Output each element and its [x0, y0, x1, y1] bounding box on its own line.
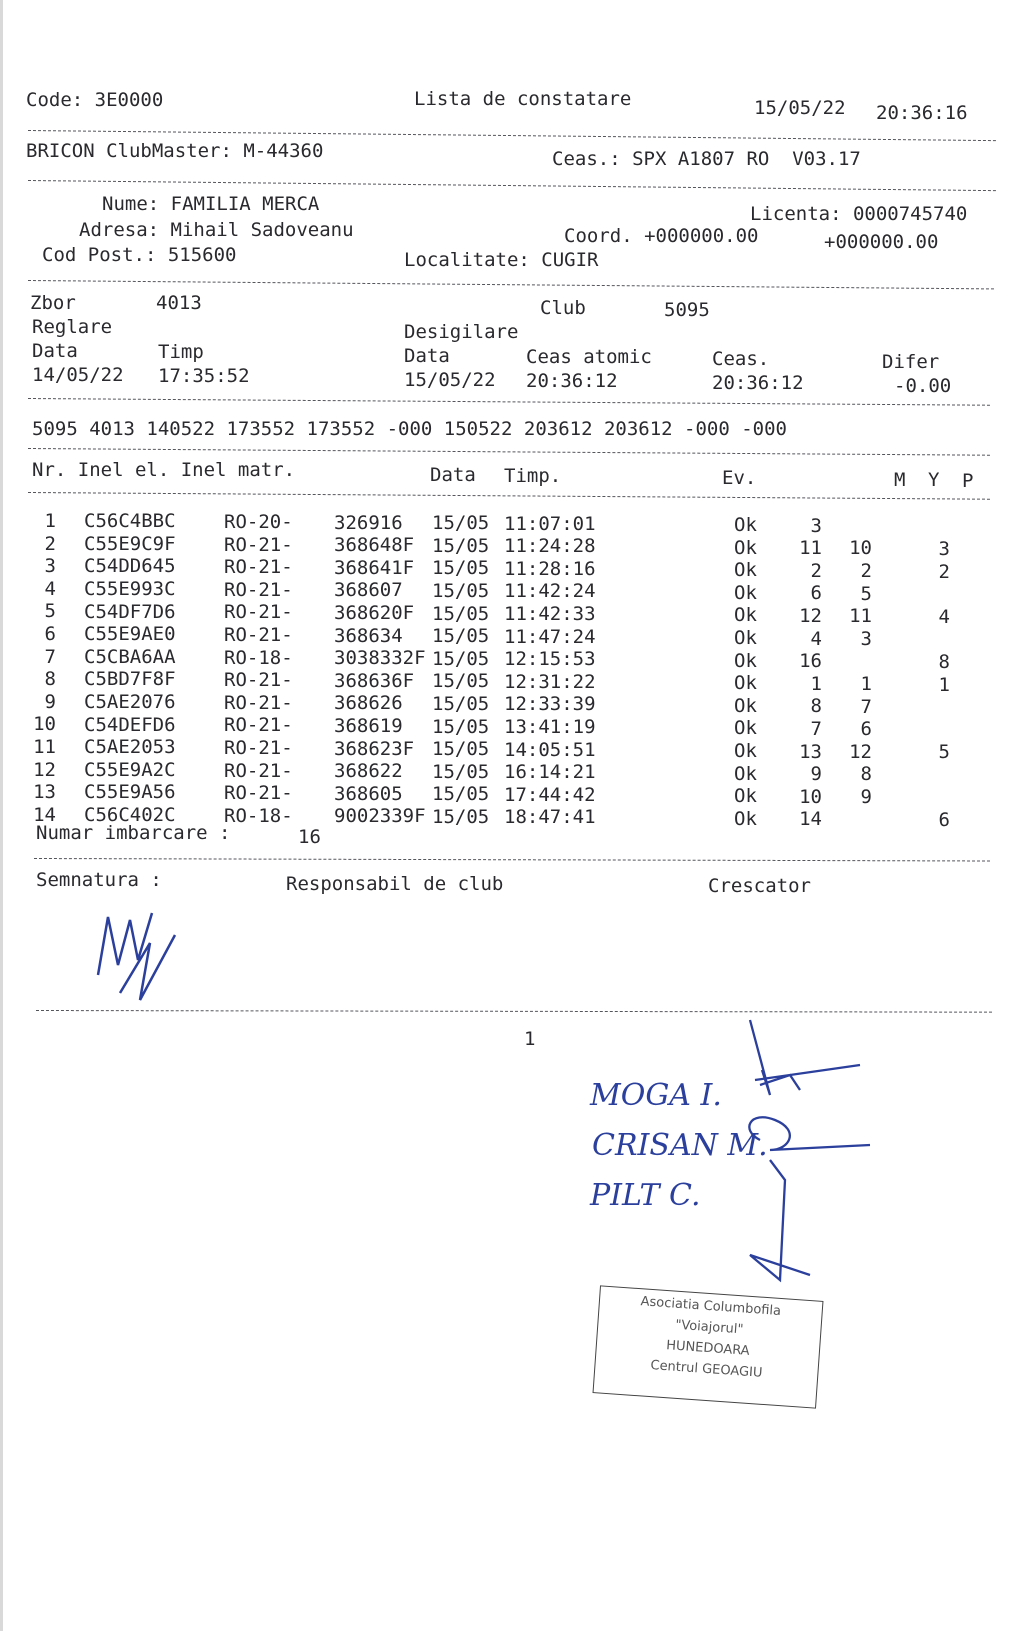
- cell-p: 8: [938, 650, 950, 673]
- cell-ev: Ok: [734, 604, 757, 627]
- coordinate-2: +000000.00: [824, 231, 939, 253]
- clock-label: Ceas.: SPX A1807 RO V03.17: [552, 148, 861, 170]
- divider: [28, 180, 996, 191]
- desigilare-label: Desigilare: [404, 321, 519, 343]
- cell-m: 2: [810, 559, 822, 582]
- cell-matr: 368641F: [334, 556, 415, 579]
- cell-ev: Ok: [734, 694, 757, 717]
- cell-inel: C56C402C: [84, 803, 176, 826]
- cell-data: 15/05: [432, 557, 490, 580]
- difference-value: -0.00: [894, 375, 952, 397]
- cell-matr: 368622: [334, 760, 403, 783]
- cell-timp: 11:47:24: [504, 625, 596, 648]
- desig-data-label: Data: [404, 345, 450, 367]
- clubmaster-label: BRICON ClubMaster: M-44360: [26, 140, 324, 162]
- stamp-line-4: Centrul GEOAGIU: [649, 1358, 763, 1381]
- table-header-time: Timp.: [504, 465, 562, 487]
- difference-label: Difer: [882, 351, 940, 373]
- cell-ev: Ok: [734, 807, 757, 830]
- cell-inel: C56C4BBC: [84, 510, 176, 533]
- cell-prefix: RO-21-: [224, 737, 293, 759]
- cell-p: 2: [938, 560, 950, 583]
- cell-prefix: RO-21-: [224, 578, 293, 601]
- atomic-clock-label: Ceas atomic: [526, 346, 652, 368]
- cell-matr: 368634: [334, 624, 403, 647]
- flight-label: Zbor: [30, 292, 76, 314]
- cell-y: 11: [849, 605, 872, 628]
- cell-y: 2: [860, 560, 872, 583]
- cell-ev: Ok: [734, 672, 757, 695]
- cell-ev: Ok: [734, 717, 757, 740]
- cell-inel: C5BD7F8F: [84, 668, 176, 691]
- cell-ev: Ok: [734, 649, 757, 672]
- reglare-label: Reglare: [32, 316, 113, 338]
- cell-ev: Ok: [734, 536, 757, 559]
- reglare-date: 14/05/22: [32, 364, 124, 386]
- cell-p: 4: [938, 605, 950, 628]
- cell-ev: Ok: [734, 514, 757, 537]
- divider: [34, 858, 990, 862]
- print-date: 15/05/22: [754, 97, 846, 119]
- cell-inel: C55E9A2C: [84, 758, 176, 781]
- cell-matr: 368626: [334, 692, 403, 715]
- page-edge-left: [0, 0, 3, 1631]
- cell-prefix: RO-21-: [224, 533, 293, 556]
- cell-prefix: RO-21-: [224, 669, 293, 692]
- cell-y: 3: [860, 627, 872, 650]
- cell-data: 15/05: [432, 783, 490, 806]
- cell-matr: 326916: [334, 511, 403, 534]
- coordinate-1: Coord. +000000.00: [564, 225, 759, 247]
- cell-nr: 8: [44, 668, 56, 691]
- cell-nr: 9: [44, 690, 56, 713]
- cell-data: 15/05: [432, 760, 490, 783]
- cell-prefix: RO-18-: [224, 804, 293, 827]
- cell-prefix: RO-21-: [224, 624, 293, 646]
- cell-prefix: RO-21-: [224, 782, 293, 805]
- cell-m: 10: [799, 785, 822, 808]
- cell-prefix: RO-21-: [224, 601, 293, 624]
- cell-data: 15/05: [432, 512, 490, 535]
- divider: [28, 398, 990, 406]
- cell-inel: C55E9AE0: [84, 623, 176, 646]
- cell-m: 11: [799, 537, 822, 560]
- cell-timp: 12:33:39: [504, 693, 596, 716]
- signature-scribble-2: [730, 1010, 910, 1310]
- cell-ev: Ok: [734, 559, 757, 582]
- cell-matr: 368607: [334, 579, 403, 602]
- divider: [28, 492, 990, 500]
- cell-y: 12: [849, 740, 872, 763]
- cell-data: 15/05: [432, 715, 490, 738]
- atomic-clock-value: 20:36:12: [526, 370, 618, 392]
- club-label: Club: [540, 297, 586, 319]
- cell-data: 15/05: [432, 806, 490, 829]
- print-time: 20:36:16: [876, 102, 968, 124]
- cell-timp: 11:42:33: [504, 603, 596, 626]
- cell-data: 15/05: [432, 580, 490, 603]
- cell-m: 13: [799, 740, 822, 763]
- cell-matr: 368619: [334, 715, 403, 738]
- cell-timp: 18:47:41: [504, 806, 596, 829]
- cell-nr: 5: [44, 600, 56, 623]
- stamp-line-3: HUNEDOARA: [665, 1338, 751, 1359]
- desig-date: 15/05/22: [404, 369, 496, 391]
- handwritten-name-2: CRISAN M.: [592, 1128, 768, 1163]
- code-label: Code: 3E0000: [26, 89, 164, 111]
- table-header-ev: Ev.: [722, 467, 757, 489]
- cell-nr: 3: [44, 555, 56, 578]
- stamp-line-1: Asociatia Columbofila: [640, 1294, 782, 1319]
- cell-y: 8: [860, 763, 872, 786]
- boarding-label: Numar imbarcare :: [36, 822, 231, 844]
- cell-y: 6: [860, 718, 872, 741]
- cell-inel: C55E993C: [84, 577, 176, 600]
- cell-ev: Ok: [734, 762, 757, 785]
- club-responsible-label: Responsabil de club: [286, 873, 504, 895]
- handwritten-name-1: MOGA I.: [590, 1078, 722, 1113]
- club-stamp: [593, 1285, 824, 1408]
- owner-postal-code: Cod Post.: 515600: [42, 244, 237, 266]
- cell-prefix: RO-20-: [224, 511, 293, 533]
- code-line: 5095 4013 140522 173552 173552 -000 150522 203612 203612 -000 -000: [32, 418, 787, 440]
- divider: [28, 280, 994, 289]
- cell-nr: 2: [44, 532, 56, 555]
- cell-ev: Ok: [734, 581, 757, 604]
- table-header-rings: Nr. Inel el. Inel matr.: [32, 459, 296, 481]
- cell-inel: C54DD645: [84, 555, 176, 578]
- signature-scribble-1: [80, 905, 190, 1010]
- cell-matr: 368623F: [334, 737, 415, 760]
- cell-matr: 368648F: [334, 534, 415, 557]
- signature-label: Semnatura :: [36, 869, 162, 891]
- cell-nr: 7: [44, 645, 56, 668]
- cell-timp: 11:42:24: [504, 580, 596, 603]
- cell-inel: C54DEFD6: [84, 713, 176, 736]
- reglare-data-label: Data: [32, 340, 78, 362]
- cell-prefix: RO-18-: [224, 646, 293, 669]
- cell-data: 15/05: [432, 738, 490, 761]
- cell-matr: 368620F: [334, 602, 415, 625]
- cell-y: 10: [849, 537, 872, 560]
- page-number: 1: [524, 1028, 536, 1050]
- cell-timp: 13:41:19: [504, 716, 596, 739]
- license-number: Licenta: 0000745740: [750, 203, 968, 225]
- locality: Localitate: CUGIR: [404, 249, 599, 271]
- table-header-date: Data: [430, 464, 476, 486]
- stamp-line-2: "Voiajorul": [674, 1317, 744, 1338]
- cell-m: 14: [799, 808, 822, 831]
- club-number: 5095: [664, 299, 710, 321]
- cell-ev: Ok: [734, 627, 757, 650]
- cell-data: 15/05: [432, 693, 490, 716]
- cell-nr: 6: [44, 623, 56, 645]
- cell-timp: 12:31:22: [504, 670, 596, 693]
- cell-prefix: RO-21-: [224, 691, 293, 714]
- cell-nr: 13: [33, 781, 56, 804]
- reglare-timp-label: Timp: [158, 341, 204, 363]
- cell-p: 3: [938, 537, 950, 560]
- cell-inel: C55E9C9F: [84, 532, 176, 555]
- cell-p: 6: [938, 809, 950, 832]
- cell-data: 15/05: [432, 625, 490, 648]
- cell-prefix: RO-21-: [224, 759, 293, 782]
- clock-value: 20:36:12: [712, 372, 804, 394]
- cell-y: 1: [860, 673, 872, 696]
- cell-prefix: RO-21-: [224, 556, 293, 579]
- cell-nr: 11: [33, 736, 56, 758]
- owner-name: Nume: FAMILIA MERCA: [102, 193, 320, 215]
- cell-prefix: RO-21-: [224, 714, 293, 737]
- cell-nr: 12: [33, 758, 56, 781]
- handwritten-name-3: PILT C.: [590, 1178, 701, 1213]
- cell-timp: 12:15:53: [504, 648, 596, 671]
- cell-matr: 368605: [334, 782, 403, 805]
- table-header-p: P: [962, 470, 974, 492]
- cell-inel: C54DF7D6: [84, 600, 176, 623]
- cell-matr: 9002339F: [334, 805, 426, 828]
- flight-number: 4013: [156, 292, 202, 314]
- clock-time-label: Ceas.: [712, 348, 770, 370]
- cell-nr: 14: [33, 803, 56, 826]
- cell-m: 16: [799, 650, 822, 673]
- cell-m: 4: [810, 627, 822, 650]
- cell-inel: C5AE2053: [84, 736, 176, 759]
- cell-timp: 11:28:16: [504, 557, 596, 580]
- cell-data: 15/05: [432, 670, 490, 693]
- cell-timp: 14:05:51: [504, 738, 596, 761]
- cell-data: 15/05: [432, 534, 490, 557]
- cell-inel: C55E9A56: [84, 781, 176, 804]
- reglare-time: 17:35:52: [158, 365, 250, 387]
- cell-ev: Ok: [734, 740, 757, 763]
- breeder-label: Crescator: [708, 875, 811, 897]
- cell-y: 9: [860, 786, 872, 809]
- cell-nr: 1: [44, 510, 56, 532]
- cell-matr: 368636F: [334, 669, 415, 692]
- cell-m: 3: [810, 514, 822, 537]
- owner-address: Adresa: Mihail Sadoveanu: [79, 219, 354, 241]
- cell-inel: C5CBA6AA: [84, 645, 176, 668]
- cell-timp: 16:14:21: [504, 761, 596, 784]
- cell-nr: 10: [33, 713, 56, 736]
- cell-timp: 11:24:28: [504, 535, 596, 558]
- cell-m: 6: [810, 582, 822, 605]
- cell-data: 15/05: [432, 647, 490, 670]
- cell-m: 7: [810, 717, 822, 740]
- cell-matr: 3038332F: [334, 647, 426, 670]
- cell-m: 12: [799, 604, 822, 627]
- cell-timp: 11:07:01: [504, 512, 596, 535]
- divider: [28, 448, 990, 456]
- cell-m: 9: [810, 763, 822, 786]
- cell-y: 7: [860, 695, 872, 718]
- cell-p: 5: [938, 741, 950, 764]
- cell-m: 1: [810, 672, 822, 695]
- cell-p: 1: [938, 673, 950, 696]
- table-header-y: Y: [928, 469, 940, 491]
- cell-inel: C5AE2076: [84, 690, 176, 713]
- cell-data: 15/05: [432, 602, 490, 625]
- boarding-count: 16: [298, 826, 321, 848]
- table-header-m: M: [894, 469, 906, 491]
- cell-nr: 4: [44, 577, 56, 600]
- cell-ev: Ok: [734, 785, 757, 808]
- cell-timp: 17:44:42: [504, 783, 596, 806]
- cell-y: 5: [860, 582, 872, 605]
- document-title: Lista de constatare: [414, 88, 632, 110]
- cell-m: 8: [810, 695, 822, 718]
